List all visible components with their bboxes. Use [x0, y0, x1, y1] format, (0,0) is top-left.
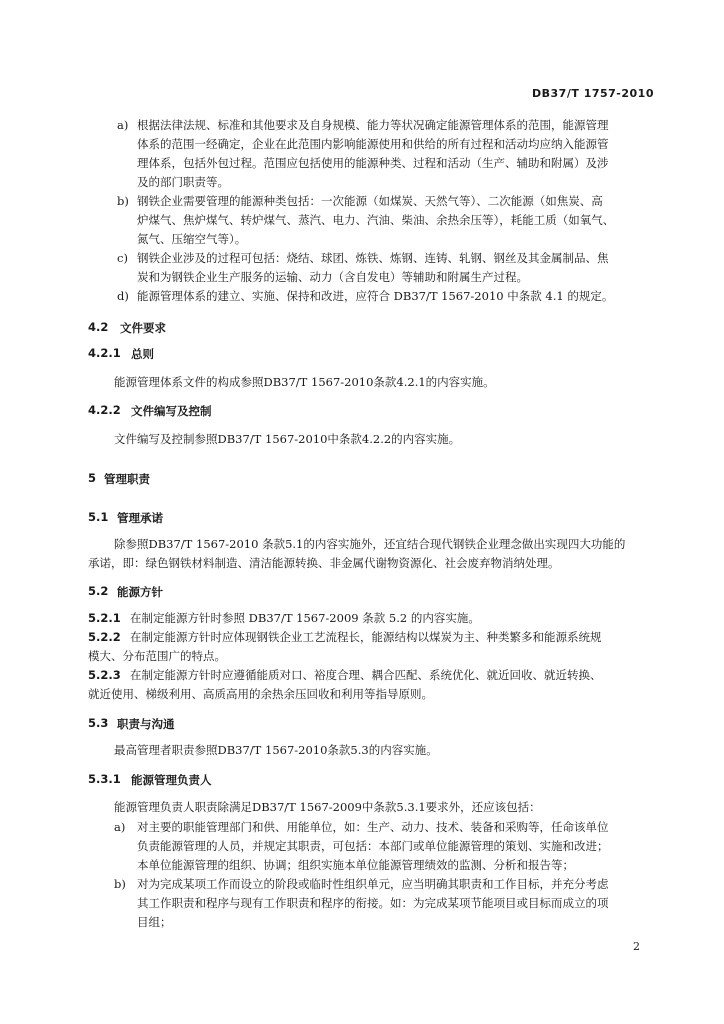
- clause-text: 在制定能源方针时应遵循能质对口、裕度合理、耦合匹配、系统优化、就近回收、就近转换、: [130, 668, 602, 682]
- list-item-b-line: 对为完成某项工作而设立的阶段或临时性组织单元，应当明确其职责和工作目标，并充分考虑: [137, 877, 609, 891]
- clause-number: 5.2.1: [88, 611, 121, 625]
- list-item-a-label: a): [117, 118, 129, 132]
- section-title: 文件要求: [120, 321, 166, 335]
- list-item-a-label: a): [114, 820, 126, 834]
- list-item-a-line: 对主要的职能管理部门和供、用能单位，如：生产、动力、技术、装备和采购等，任命该单位: [137, 820, 609, 834]
- document-code: DB37/T 1757-2010: [532, 87, 654, 100]
- list-item-a-line: 负责能源管理的人员，并规定其职责，可包括：本部门或单位能源管理的策划、实施和改进；: [137, 839, 609, 853]
- section-title: 管理承诺: [117, 511, 163, 525]
- list-item-b-line: 氮气、压缩空气等）。: [137, 232, 247, 246]
- section-number: 5.1: [88, 510, 109, 524]
- page-number: 2: [633, 940, 640, 953]
- list-item-d-label: d): [117, 289, 129, 303]
- section-number: 5.3.1: [88, 772, 121, 786]
- list-item-b-label: b): [114, 877, 126, 891]
- clause-text: 在制定能源方针时参照 DB37/T 1567-2009 条款 5.2 的内容实施。: [130, 611, 480, 625]
- list-item-b-line: 炉煤气、焦炉煤气、转炉煤气、蒸汽、电力、汽油、柴油、余热余压等），耗能工质（如氧气、: [137, 213, 615, 227]
- section-title: 能源管理负责人: [131, 773, 212, 787]
- clause-number: 5.2.3: [88, 668, 121, 682]
- paragraph: 能源管理体系文件的构成参照DB37/T 1567-2010条款4.2.1的内容实施。: [114, 375, 495, 389]
- paragraph-line: 承诺，即：绿色钢铁材料制造、清洁能源转换、非金属代谢物资源化、社会废弃物消纳处理。: [88, 556, 560, 570]
- section-title: 总则: [131, 347, 154, 361]
- section-number: 4.2.2: [88, 403, 121, 417]
- list-item-b-line: 钢铁企业需要管理的能源种类包括：一次能源（如煤炭、天然气等）、二次能源（如焦炭、高: [137, 194, 603, 208]
- list-item-a-line: 及的部门职责等。: [137, 175, 229, 189]
- list-item-a-line: 理体系，包括外包过程。范围应包括使用的能源种类、过程和活动（生产、辅助和附属）及涉: [137, 156, 609, 170]
- paragraph: 能源管理负责人职责除满足DB37/T 1567-2009中条款5.3.1要求外，还应该包括：: [114, 800, 541, 814]
- section-number: 5: [88, 471, 97, 485]
- section-number: 4.2: [88, 320, 109, 334]
- section-title: 管理职责: [104, 472, 150, 486]
- section-title: 职责与沟通: [117, 717, 175, 731]
- section-title: 能源方针: [117, 585, 163, 599]
- list-item-b-label: b): [117, 194, 129, 208]
- list-item-b-line: 目组；: [137, 915, 172, 929]
- list-item-c-line: 钢铁企业涉及的过程可包括：烧结、球团、炼铁、炼钢、连铸、轧钢、钢丝及其金属制品、焦: [137, 251, 609, 265]
- clause-text: 模大、分布范围广的特点。: [88, 649, 226, 663]
- section-title: 文件编写及控制: [131, 404, 212, 418]
- paragraph-line: 除参照DB37/T 1567-2010 条款5.1的内容实施外，还宜结合现代钢铁企业理念做出实现四大功能的: [114, 537, 626, 551]
- paragraph: 文件编写及控制参照DB37/T 1567-2010中条款4.2.2的内容实施。: [114, 432, 461, 446]
- list-item-b-line: 其工作职责和程序与现有工作职责和程序的衔接。如：为完成某项节能项目或目标而成立的项: [137, 896, 609, 910]
- list-item-a-line: 根据法律法规、标准和其他要求及自身规模、能力等状况确定能源管理体系的范围，能源管理: [137, 118, 609, 132]
- section-number: 4.2.1: [88, 346, 121, 360]
- paragraph: 最高管理者职责参照DB37/T 1567-2010条款5.3的内容实施。: [114, 743, 438, 757]
- section-number: 5.3: [88, 716, 109, 730]
- list-item-a-line: 体系的范围一经确定，企业在此范围内影响能源使用和供给的所有过程和活动均应纳入能源管: [137, 137, 609, 151]
- list-item-d-line: 能源管理体系的建立、实施、保持和改进，应符合 DB37/T 1567-2010 中条款 4.1 的规定。: [137, 289, 614, 303]
- list-item-c-line: 炭和为钢铁企业生产服务的运输、动力（含自发电）等辅助和附属生产过程。: [137, 270, 528, 284]
- clause-text: 在制定能源方针时应体现钢铁企业工艺流程长，能源结构以煤炭为主、种类繁多和能源系统规: [130, 630, 602, 644]
- list-item-c-label: c): [117, 251, 128, 265]
- clause-number: 5.2.2: [88, 630, 121, 644]
- section-number: 5.2: [88, 584, 109, 598]
- clause-text: 就近使用、梯级利用、高质高用的余热余压回收和利用等指导原则。: [88, 687, 433, 701]
- list-item-a-line: 本单位能源管理的组织、协调；组织实施本单位能源管理绩效的监测、分析和报告等；: [137, 858, 574, 872]
